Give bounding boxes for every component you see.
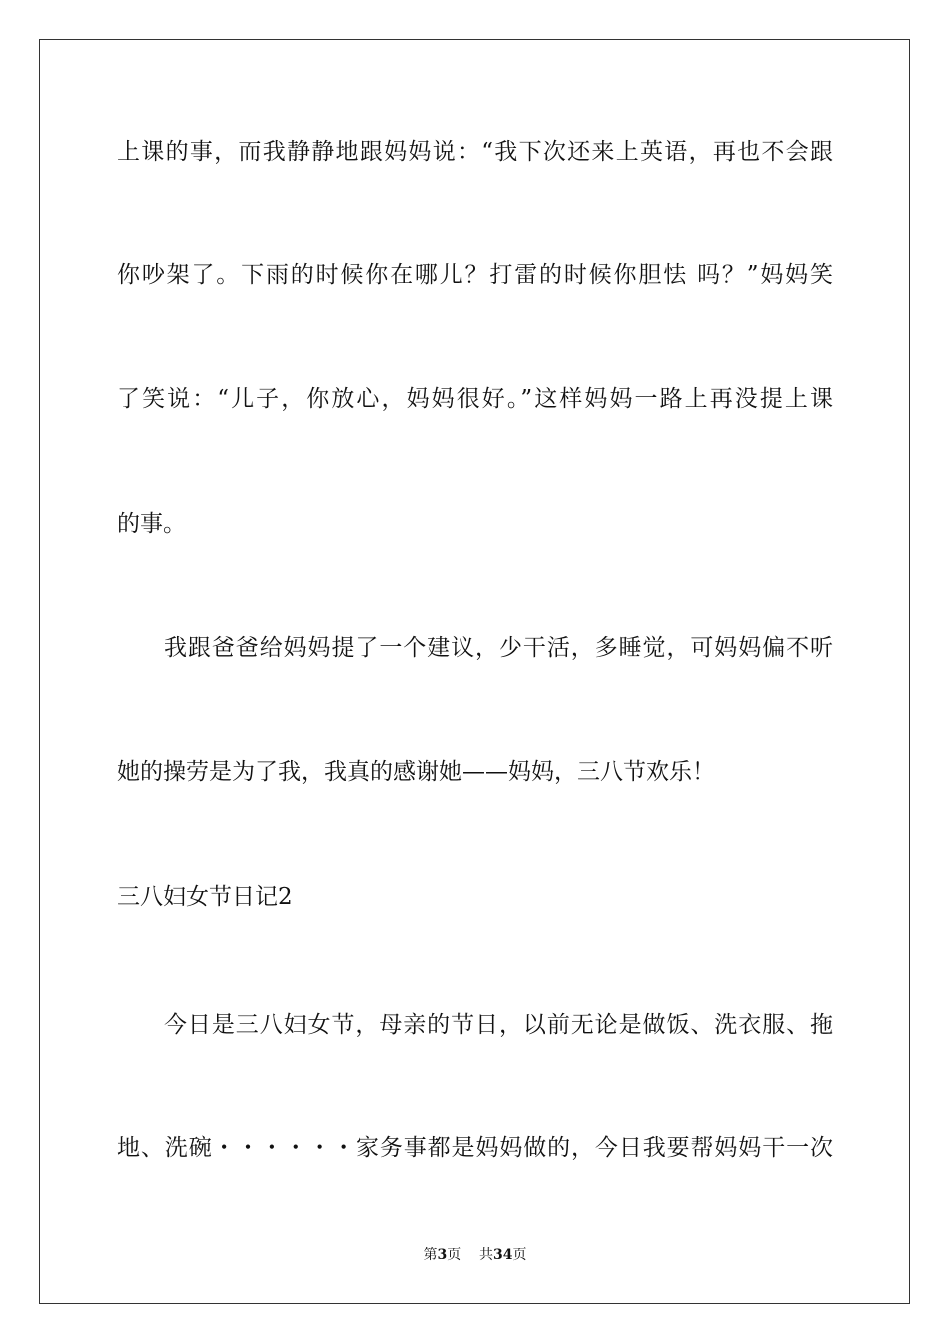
text-line-6: 她的操劳是为了我，我真的感谢她——妈妈，三八节欢乐！ <box>117 759 715 785</box>
text-line-4: 的事。 <box>117 511 186 537</box>
section-heading: 三八妇女节日记2 <box>117 884 293 910</box>
text-line-2: 你吵架了。下雨的时候你在哪儿？打雷的时候你胆怯 吗？”妈妈笑 <box>117 262 833 288</box>
total-pages: 34 <box>493 1247 513 1263</box>
text-line-3: 了笑说：“儿子，你放心，妈妈很好。”这样妈妈一路上再没提上课 <box>117 386 833 412</box>
page-border <box>39 39 910 1304</box>
page-footer <box>0 1246 950 1264</box>
total-prefix: 共 <box>479 1247 494 1263</box>
text-line-9: 地、洗碗・・・・・・家务事都是妈妈做的，今日我要帮妈妈干一次 <box>117 1135 833 1161</box>
page-suffix: 页 <box>447 1247 462 1263</box>
page-prefix: 第 <box>423 1247 438 1263</box>
total-suffix: 页 <box>512 1247 527 1263</box>
page-number: 3 <box>437 1247 448 1263</box>
text-line-1: 上课的事，而我静静地跟妈妈说：“我下次还来上英语，再也不会跟 <box>117 139 833 165</box>
text-line-8: 今日是三八妇女节，母亲的节日，以前无论是做饭、洗衣服、拖 <box>164 1012 833 1038</box>
text-line-5: 我跟爸爸给妈妈提了一个建议，少干活，多睡觉，可妈妈偏不听 <box>164 635 833 661</box>
